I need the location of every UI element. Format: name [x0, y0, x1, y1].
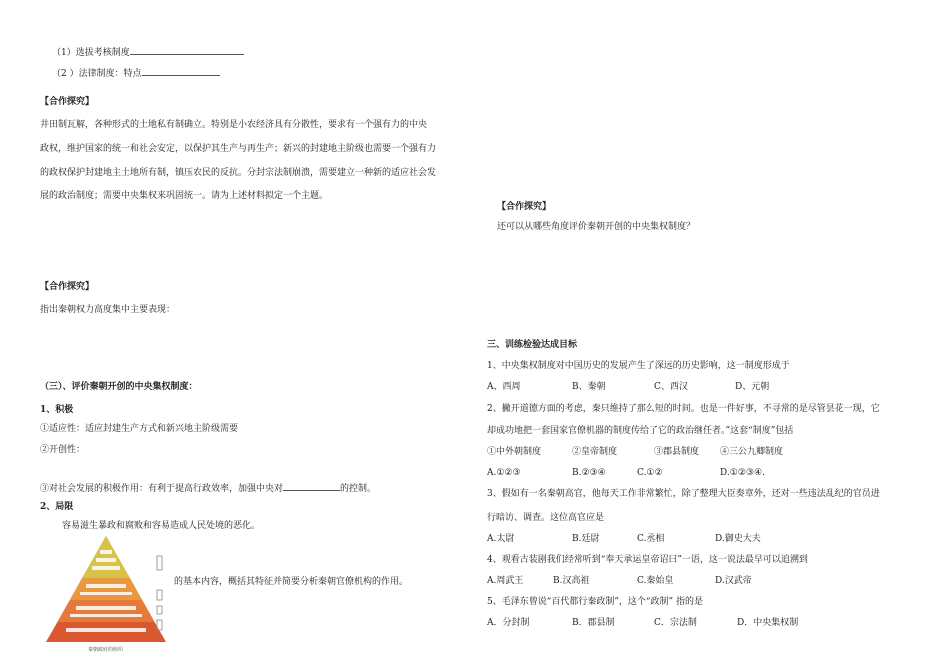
paragraph-line: 政权，维护国家的统一和社会安定，以保护其生产与再生产；新兴的封建地主阶级也需要一个强有力 [40, 144, 437, 154]
positive-point-2: ②开创性： [40, 445, 86, 455]
q5-option-a[interactable]: A．分封制 [487, 618, 530, 628]
q4-option-d[interactable]: D.汉武帝 [715, 576, 752, 586]
figure-caption: 秦朝政府的组织 [88, 647, 124, 653]
q4-option-b[interactable]: B.汉高祖 [553, 576, 590, 586]
blank-line[interactable] [283, 481, 340, 491]
limitation-text: 容易滋生暴政和腐败和容易造成人民处境的恶化。 [62, 521, 261, 531]
q4-option-c[interactable]: C.秦始皇 [637, 576, 674, 586]
question-4: 4、观看古装剧我们经常听到“奉天承运皇帝诏曰”一语，这一说法最早可以追溯到 [487, 555, 808, 565]
q4-option-a[interactable]: A.周武王 [487, 576, 524, 586]
q5-option-d[interactable]: D．中央集权制 [737, 618, 799, 628]
question-power-concentration: 指出秦朝权力高度集中主要表现： [40, 305, 176, 315]
heading-cooperative-inquiry-1: 【合作探究】 [40, 97, 95, 107]
paragraph-line: 展的政治制度；需要中央集权来巩固统一。请为上述材料拟定一个主题。 [40, 191, 329, 201]
heading-cooperative-inquiry-2: 【合作探究】 [40, 282, 95, 292]
q5-option-c[interactable]: C．宗法制 [654, 618, 697, 628]
section-title-evaluate: （三）、评价秦朝开创的中央集权制度： [40, 382, 198, 392]
question-3-line2: 行暗访、调查。这位高官应是 [487, 513, 605, 523]
q1-option-c[interactable]: C、西汉 [654, 382, 688, 392]
q3-option-a[interactable]: A.太尉 [487, 534, 515, 544]
question-1: 1、中央集权制度对中国历史的发展产生了深远的历史影响，这一制度形成于 [487, 361, 790, 371]
paragraph-line: 井田制瓦解，各种形式的土地私有制确立。特别是小农经济具有分散性，要求有一个强有力的中央 [40, 120, 428, 130]
blank-line[interactable] [142, 66, 220, 76]
subheading-limitations: 2、局限 [40, 502, 74, 512]
subheading-positive: 1、积极 [40, 405, 74, 415]
q2-item-4: ④三公九卿制度 [720, 447, 784, 457]
q2-item-3: ③郡县制度 [654, 447, 700, 457]
q2-item-1: ①中外朝制度 [487, 447, 542, 457]
fill-item-legal-system: （2 ）法律制度：特点 [52, 66, 220, 79]
q2-option-b[interactable]: B.②③④ [572, 468, 606, 478]
q2-item-2: ②皇帝制度 [572, 447, 618, 457]
q3-option-b[interactable]: B.廷尉 [572, 534, 600, 544]
q1-option-b[interactable]: B、秦朝 [572, 382, 606, 392]
question-3-line1: 3、假如有一名秦朝高官，他每天工作非常繁忙，除了整理大臣奏章外，还对一些违法乱纪的官员进 [487, 489, 880, 499]
positive-point-1: ①适应性：适应封建生产方式和新兴地主阶级需要 [40, 424, 239, 434]
question-2-line2: 却成功地把一套国家官僚机器的制度传给了它的政治继任者。”这套“制度”包括 [487, 426, 794, 436]
question-evaluate-angles: 还可以从哪些角度评价秦朝开创的中央集权制度？ [497, 222, 696, 232]
q2-option-a[interactable]: A.①②③ [487, 468, 521, 478]
blank-line[interactable] [130, 45, 244, 55]
question-2-line1: 2、撇开道德方面的考虑，秦只维持了那么短的时间。也是一件好事，不寻常的是尽管昙花一现，它 [487, 404, 880, 414]
q2-option-d[interactable]: D.①②③④. [720, 468, 765, 478]
question-5: 5、毛泽东曾说“百代都行秦政制”，这个“政制” 指的是 [487, 597, 703, 607]
q3-option-d[interactable]: D.御史大夫 [715, 534, 761, 544]
q1-option-d[interactable]: D、元朝 [735, 382, 770, 392]
heading-cooperative-inquiry-3: 【合作探究】 [497, 202, 552, 212]
section-title-training: 三、训练检验达成目标 [487, 340, 578, 350]
paragraph-line: 的政权保护封建地主土地所有制，镇压农民的反抗。分封宗法制崩溃，需要建立一种新的适应社会发 [40, 168, 437, 178]
q5-option-b[interactable]: B．郡县制 [572, 618, 615, 628]
positive-point-3: ③对社会发展的积极作用：有利于提高行政效率，加强中央对 的控制。 [40, 481, 376, 494]
bureaucracy-question-fragment: 的基本内容，概括其特征并简要分析秦朝官僚机构的作用。 [174, 577, 409, 587]
pyramid-side-brackets [148, 536, 166, 642]
q1-option-a[interactable]: A、西周 [487, 382, 521, 392]
q3-option-c[interactable]: C.丞相 [637, 534, 665, 544]
q2-option-c[interactable]: C.①② [637, 468, 663, 478]
fill-item-selection-system: （1）选拔考核制度 [52, 45, 244, 58]
